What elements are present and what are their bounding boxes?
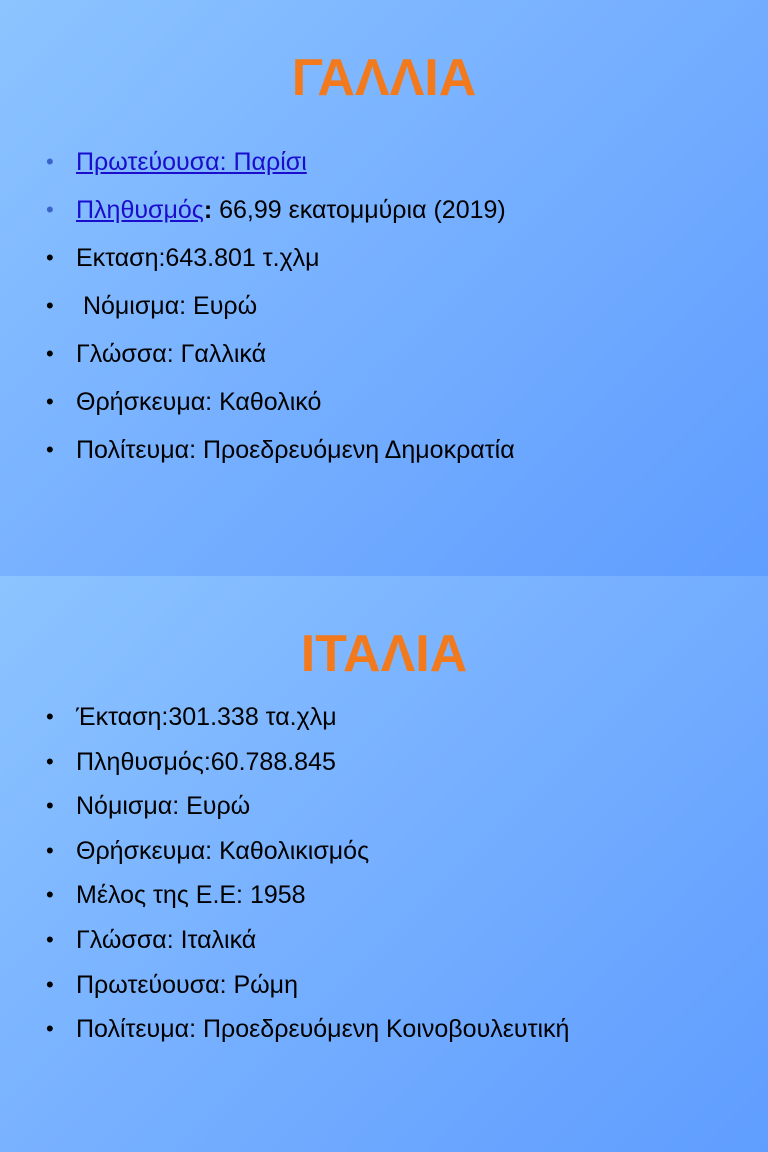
list-item-capital	[46, 963, 569, 1008]
population-text: Πληθυσμός:60.788.845	[76, 747, 336, 776]
bullet-icon: •	[46, 1016, 54, 1042]
population-value: 66,99 εκατομμύρια (2019)	[212, 196, 506, 224]
government-text: Πολίτευμα: Προεδρευόμενη Κοινοβουλευτική	[76, 1015, 570, 1044]
bullet-icon: •	[46, 293, 54, 318]
religion-text: Θρήσκευμα: Καθολικισμός	[76, 836, 370, 865]
capital-text: Πρωτεύουσα: Ρώμη	[76, 970, 298, 999]
bullet-icon: •	[46, 793, 54, 819]
list-item-area	[46, 236, 515, 284]
bullet-icon: •	[46, 748, 54, 774]
currency-text: Νόμισμα: Ευρώ	[76, 792, 251, 821]
language-text: Γλώσσα: Γαλλικά	[76, 340, 267, 368]
religion-text: Θρήσκευμα: Καθολικό	[76, 388, 322, 416]
bullet-icon: •	[46, 341, 54, 366]
bullet-icon: •	[46, 971, 54, 997]
list-item-language	[46, 918, 569, 963]
bullet-list	[46, 695, 569, 1052]
list-item-eu-member	[46, 873, 569, 918]
list-item-religion	[46, 829, 569, 874]
area-text: Εκταση:643.801 τ.χλμ	[76, 244, 320, 272]
language-text: Γλώσσα: Ιταλικά	[76, 925, 257, 954]
capital-value-link[interactable]: : Παρίσι	[219, 148, 307, 176]
area-text: Έκταση:301.338 τα.χλμ	[76, 703, 337, 731]
bullet-icon: •	[46, 704, 54, 729]
list-item-capital	[46, 140, 515, 188]
population-separator: :	[203, 196, 213, 224]
bullet-icon: •	[46, 197, 54, 222]
population-link[interactable]: Πληθυσμός	[76, 196, 204, 224]
slide-title: ΙΤΑΛΙΑ	[300, 625, 468, 683]
bullet-list	[46, 140, 515, 476]
list-item-population	[46, 188, 515, 236]
bullet-icon: •	[46, 837, 54, 863]
list-item-language	[46, 332, 515, 380]
list-item-government	[46, 1007, 569, 1052]
capital-link[interactable]: Πρωτεύουσα	[76, 148, 220, 176]
bullet-icon: •	[46, 437, 54, 462]
list-item-currency	[46, 284, 515, 332]
list-item-government	[46, 428, 515, 476]
bullet-icon: •	[46, 926, 54, 952]
list-item-population	[46, 740, 569, 785]
government-text: Πολίτευμα: Προεδρευόμενη Δημοκρατία	[76, 436, 515, 464]
list-item-religion	[46, 380, 515, 428]
bullet-icon: •	[46, 245, 54, 270]
currency-text: Νόμισμα: Ευρώ	[76, 292, 258, 320]
list-item-area	[46, 695, 569, 740]
bullet-icon: •	[46, 149, 54, 174]
eu-member-text: Μέλος της Ε.Ε: 1958	[76, 881, 306, 910]
bullet-icon: •	[46, 389, 54, 414]
slide-italy	[0, 576, 768, 1152]
slide-title: ΓΑΛΛΙΑ	[291, 49, 477, 107]
list-item-currency	[46, 784, 569, 829]
bullet-icon: •	[46, 882, 54, 908]
